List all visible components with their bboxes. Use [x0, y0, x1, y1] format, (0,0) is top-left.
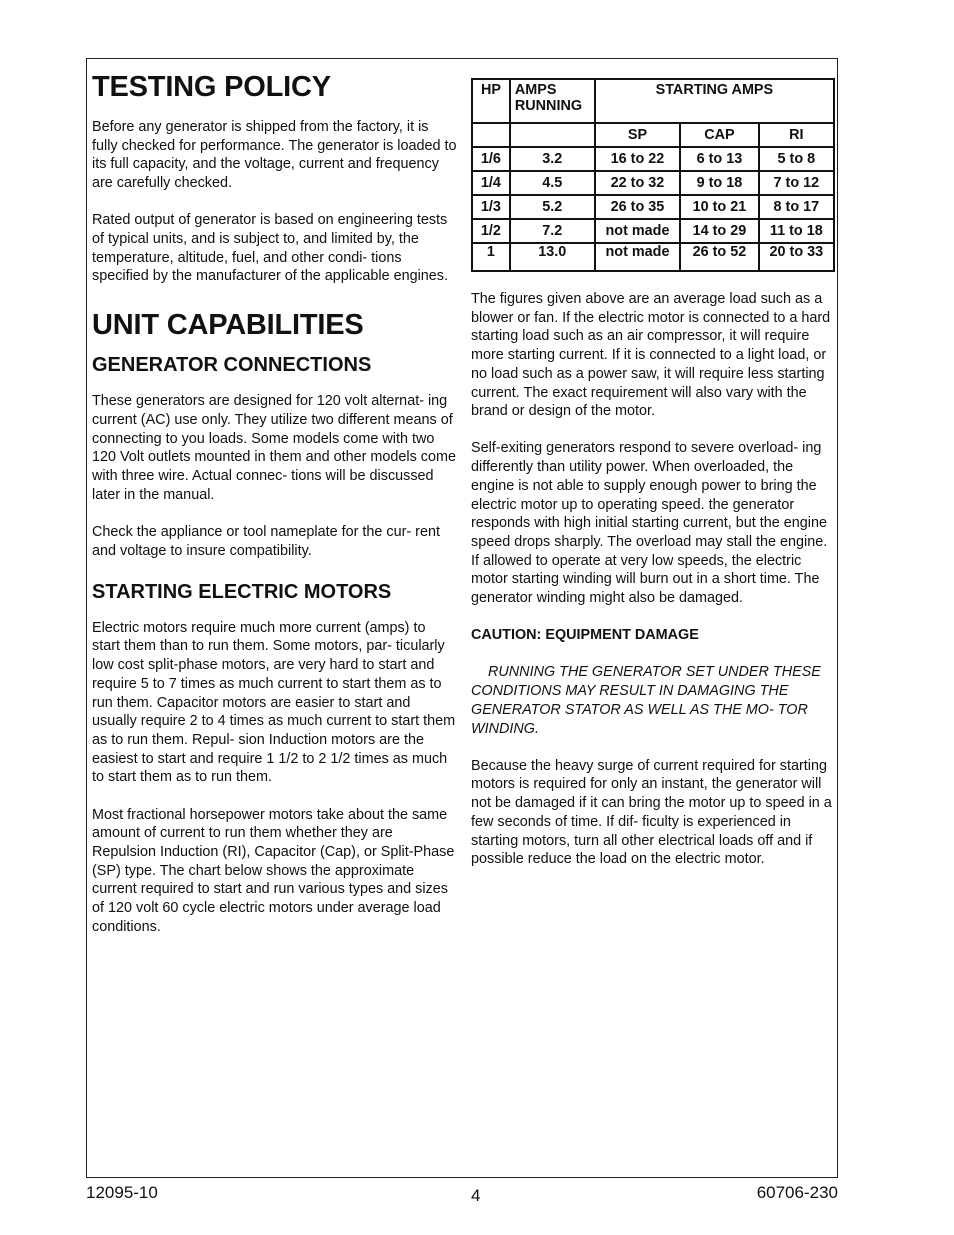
cell-cap: 9 to 18 [680, 171, 758, 195]
cell-sp: not made [595, 243, 680, 271]
header-starting-amps: STARTING AMPS [595, 79, 834, 123]
generator-connections-heading: GENERATOR CONNECTIONS [92, 354, 372, 377]
motor-current-table [471, 78, 835, 272]
footer-right-code: 60706-230 [756, 1183, 838, 1202]
cell-ri: 8 to 17 [759, 195, 834, 219]
cell-cap: 10 to 21 [680, 195, 758, 219]
cell-amps: 13.0 [510, 243, 595, 271]
testing-policy-paragraph-2: Rated output of generator is based on engineering tests of typical units, and is subject to, and limited by, the temperature, altitude, fuel, and other condi- tions specified by the manufacturer of the applicable engines. [92, 212, 448, 285]
table-row [472, 243, 834, 271]
page-number: 4 [471, 1186, 481, 1205]
cell-sp: 26 to 35 [595, 195, 680, 219]
load-explanation-paragraph: The figures given above are an average load such as a blower or fan. If the electric motor is connected to a hard starting load such as an air compressor, it will require more starting current. If it is connected to a light load, or no load such as a power saw, it will require less starting current. The exact requirement will also vary with the brand or design of the motor. [471, 291, 831, 420]
cell-cap: 6 to 13 [680, 147, 758, 171]
overload-paragraph: Self-exiting generators respond to severe overload- ing differently than utility power. When overloaded, the engine is not able to supply enough power to bring the electric motor up to operating speed. the generator responds with high initial starting current, but the engine speed drops sharply. The overload may stall the engine. If allowed to operate at very low speeds, the electric motor starting winding will burn out in a short time. The generator winding might also be damaged. [471, 440, 828, 607]
cell-hp: 1/6 [472, 147, 510, 171]
cell-amps: 3.2 [510, 147, 595, 171]
cell-amps: 4.5 [510, 171, 595, 195]
header-amps-running: AMPS RUNNING [510, 79, 595, 123]
table-row [472, 195, 834, 219]
subheader-empty [510, 123, 595, 147]
cell-hp: 1 [472, 243, 510, 271]
header-cap: CAP [680, 123, 758, 147]
cell-amps: 5.2 [510, 195, 595, 219]
cell-amps: 7.2 [510, 219, 595, 243]
cell-ri: 7 to 12 [759, 171, 834, 195]
table-row [472, 147, 834, 171]
testing-policy-paragraph-1: Before any generator is shipped from the factory, it is fully checked for performance. The generator is loaded to its full capacity, and the voltage, current and frequency are carefully checked. [92, 119, 457, 192]
header-hp: HP [472, 79, 510, 123]
cell-ri: 5 to 8 [759, 147, 834, 171]
cell-ri: 11 to 18 [759, 219, 834, 243]
left-column [92, 68, 457, 937]
table-subheader-row [472, 123, 834, 147]
starting-motors-paragraph-2: Most fractional horsepower motors take about the same amount of current to run them whether they are Repulsion Induction (RI), Capacitor (Cap), or Split-Phase (SP) type. The chart below shows the approximate current required to start and run various types and sizes of 120 volt 60 cycle electric motors under average load conditions. [92, 806, 455, 935]
table-header-row [472, 79, 834, 123]
cell-sp: 22 to 32 [595, 171, 680, 195]
cell-ri: 20 to 33 [759, 243, 834, 271]
generator-connections-paragraph-1: These generators are designed for 120 volt alternat- ing current (AC) use only. They utilize two different means of connecting to you loads. Some models come with two 120 Volt outlets mounted in them and other models come with three wire. Actual connec- tions will be discussed later in the manual. [92, 393, 456, 503]
table-row [472, 219, 834, 243]
table-row [472, 171, 834, 195]
surge-paragraph: Because the heavy surge of current required for starting motors is required for only an instant, the generator will not be damaged if it can bring the motor up to speed in a few seconds of time. If dif- ficulty is experienced in starting motors, turn all other electrical loads off and if possible reduce the load on the electric motor. [471, 757, 832, 868]
unit-capabilities-heading: UNIT CAPABILITIES [92, 309, 364, 342]
starting-motors-heading: STARTING ELECTRIC MOTORS [92, 580, 392, 603]
cell-cap: 26 to 52 [680, 243, 758, 271]
subheader-empty [472, 123, 510, 147]
footer-left-code: 12095-10 [86, 1183, 158, 1202]
right-column [471, 78, 835, 869]
header-sp: SP [595, 123, 680, 147]
cell-hp: 1/4 [472, 171, 510, 195]
cell-sp: not made [595, 219, 680, 243]
cell-hp: 1/2 [472, 219, 510, 243]
cell-sp: 16 to 22 [595, 147, 680, 171]
caution-title: CAUTION: EQUIPMENT DAMAGE [471, 627, 699, 644]
header-ri: RI [759, 123, 834, 147]
starting-motors-paragraph-1: Electric motors require much more current (amps) to start them than to run them. Some motors, par- ticularly low cost split-phase motors, are very hard to start and require 5 to 7 times as much current to start them as to run them. Capacitor motors are easier to start and usually require 2 to 4 times as much current to start them as to run them. Repul- sion Induction motors are the easiest to start and require 1 1/2 to 2 1/2 times as much to start them as to run them. [92, 619, 456, 786]
generator-connections-paragraph-2: Check the appliance or tool nameplate for the cur- rent and voltage to insure compatibility. [92, 523, 440, 559]
cell-cap: 14 to 29 [680, 219, 758, 243]
testing-policy-heading: TESTING POLICY [92, 71, 331, 103]
cell-hp: 1/3 [472, 195, 510, 219]
caution-text: RUNNING THE GENERATOR SET UNDER THESE CONDITIONS MAY RESULT IN DAMAGING THE GENERATOR STATOR AS WELL AS THE MO- TOR WINDING. [471, 664, 821, 737]
